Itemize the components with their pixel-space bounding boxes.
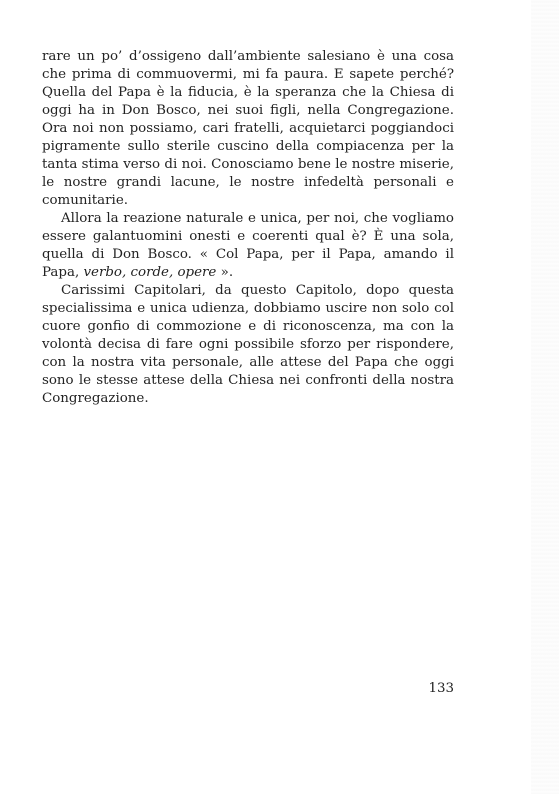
paragraph-2-text: Allora la reazione naturale e unica, per noi, che vogliamo essere galantuomini onesti e coerenti qual è? È una sola, quella di Don Bosco. « Col Papa, per il Papa, amando il Papa, — [42, 211, 454, 280]
page-number: 133 — [428, 681, 454, 696]
body-text — [42, 48, 454, 408]
paragraph-2 — [42, 210, 454, 282]
paragraph-1-text: rare un po’ d’ossigeno dall’ambiente salesiano è una cosa che prima di commuovermi, mi fa paura. E sapete perché? Quella del Papa è la fiducia, è la speranza che la Chiesa di oggi ha in Don Bosco, nei suoi figli, nella Congregazione. Ora noi non possiamo, cari fratelli, acquietarci poggiandoci pigramente sullo sterile cuscino della compiacenza per la tanta stima verso di noi. Conosciamo bene le nostre miserie, le nostre grandi lacune, le nostre infedeltà personali e comunitarie. — [42, 49, 454, 208]
paragraph-1 — [42, 48, 454, 210]
paragraph-3-text: Carissimi Capitolari, da questo Capitolo, dopo questa specialissima e unica udienza, dobbiamo uscire non solo col cuore gonfio di commozione e di riconoscenza, ma con la volontà decisa di fare ogni possibile sforzo per rispondere, con la nostra vita personale, alle attese del Papa che oggi sono le stesse attese della Chiesa nei confronti della nostra Congregazione. — [42, 283, 454, 406]
paragraph-2-tail: ». — [216, 265, 234, 280]
page-edge-shading — [531, 0, 559, 794]
paragraph-2-italic: verbo, corde, opere — [83, 265, 217, 280]
paragraph-3 — [42, 282, 454, 408]
